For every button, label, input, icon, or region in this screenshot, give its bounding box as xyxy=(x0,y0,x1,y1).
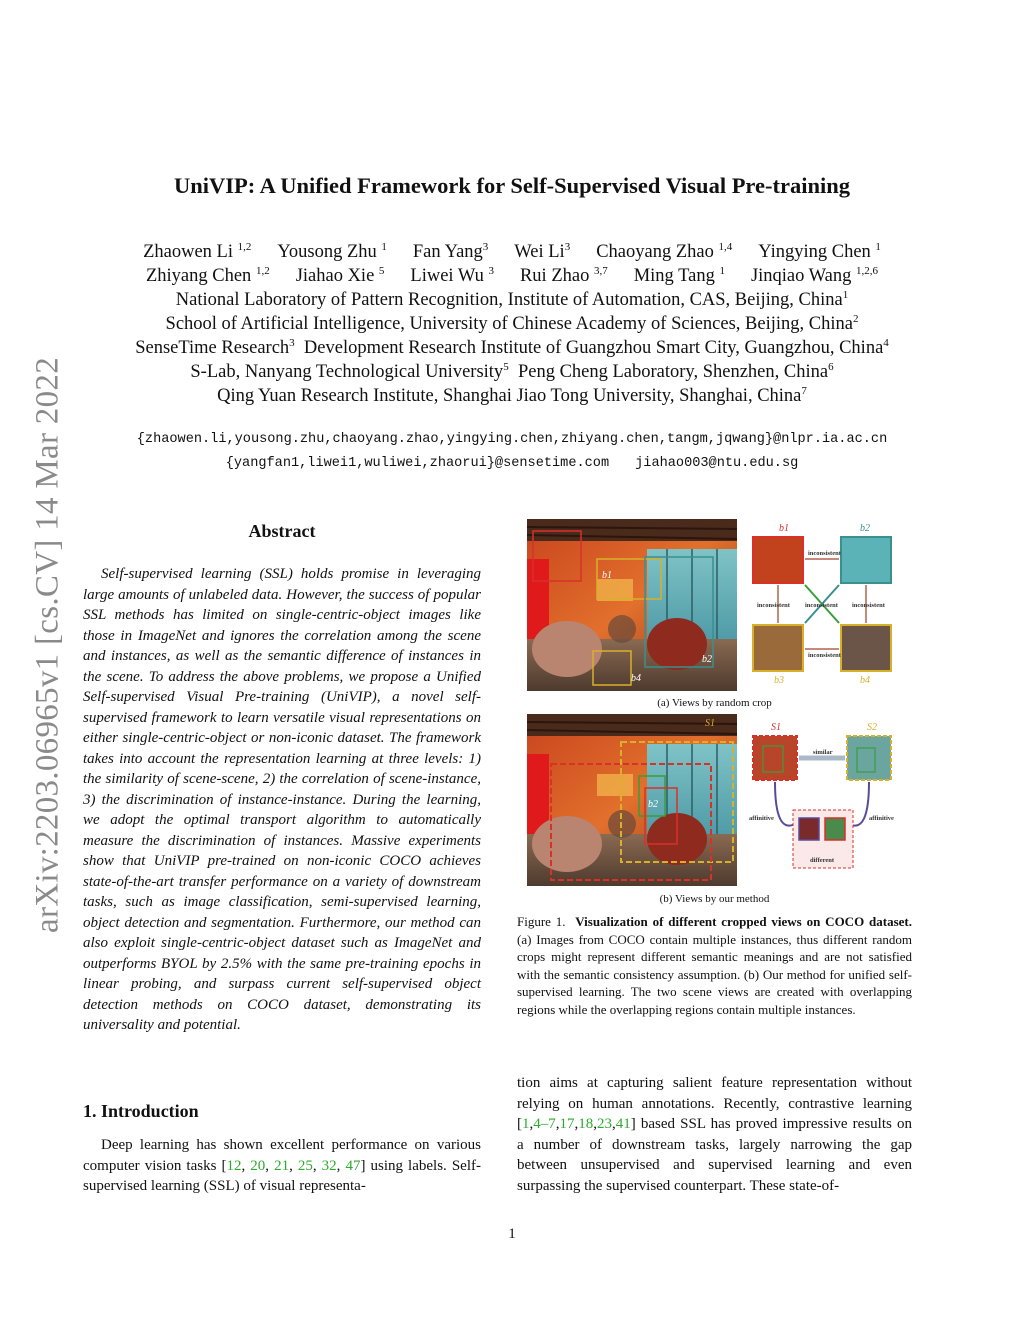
crop-thumbnail-b3 xyxy=(753,625,803,671)
figure-caption-label: Figure 1. xyxy=(517,914,566,929)
citation-link[interactable]: 23 xyxy=(597,1116,612,1132)
citation-link[interactable]: 41 xyxy=(615,1116,631,1132)
relation-label: inconsistent xyxy=(805,602,838,609)
citation-link[interactable]: 12 xyxy=(226,1157,242,1174)
author-block xyxy=(60,240,964,408)
author: Wei Li$^3$ xyxy=(514,240,571,262)
crop-label: b1 xyxy=(779,523,789,534)
citation-link[interactable]: 17 xyxy=(559,1116,575,1132)
email-line-2: {yangfan1,liwei1,wuliwei,zhaorui}@sensetime.com jiahao003@ntu.edu.sg xyxy=(225,456,799,471)
author: Fan Yang$^3$ xyxy=(412,240,489,262)
author: Jiahao Xie $^5$ xyxy=(295,264,385,286)
author-row-2 xyxy=(60,264,964,288)
affiliation: School of Artificial Intelligence, University of Chinese Academy of Sciences, Beijing, China$^2$ xyxy=(165,312,859,334)
scene-label: S1 xyxy=(771,722,781,733)
email-block xyxy=(60,428,964,476)
author: Liwei Wu $^3$ xyxy=(410,264,494,286)
email-line-1: {zhaowen.li,yousong.zhu,chaoyang.zhao,yingying.chen,zhiyang.chen,tangm,jqwang}@nlpr.ia.ac.cn xyxy=(136,432,888,447)
living-room-photo xyxy=(527,519,737,691)
citation-link[interactable]: 1 xyxy=(522,1116,530,1132)
affiliation: National Laboratory of Pattern Recognition, Institute of Automation, CAS, Beijing, China$^1$ xyxy=(175,288,849,310)
different-label: different xyxy=(810,857,835,864)
author: Zhiyang Chen $^{1,2}$ xyxy=(145,264,270,286)
crop-label: b4 xyxy=(860,675,870,686)
citation-link[interactable]: 18 xyxy=(578,1116,594,1132)
citation-link[interactable]: 4–7 xyxy=(533,1116,556,1132)
subcaption-b: (b) Views by our method xyxy=(659,893,770,905)
right-column-paragraph: tion aims at capturing salient feature representation without relying on human annotations. Recently, contrastive learning [1,4–7,17,18,23,41] based SSL has proved impressive results on a number of downstream tasks, largely narrowing the gap between unsupervised and supervised learning and even surpassing the supervised counterpart. These state-of- xyxy=(517,1075,912,1194)
crop-label: b2 xyxy=(860,523,870,534)
affiliation: SenseTime Research$^3$ Development Research Institute of Guangzhou Smart City, Guangzhou, China$^4$ xyxy=(135,336,889,358)
citation-link[interactable]: 47 xyxy=(345,1157,361,1174)
arxiv-stamp-text: arXiv:2203.06965v1 [cs.CV] 14 Mar 2022 xyxy=(29,357,66,933)
citation-link[interactable]: 20 xyxy=(250,1157,266,1174)
author: Ming Tang $^1$ xyxy=(633,264,725,286)
author: Zhaowen Li $^{1,2}$ xyxy=(143,240,252,262)
relation-label: inconsistent xyxy=(808,652,841,659)
figure-panel-b xyxy=(527,714,911,886)
scene-thumbnail-s1 xyxy=(753,736,797,780)
author: Rui Zhao $^{3,7}$ xyxy=(519,264,608,286)
abstract-body: Self-supervised learning (SSL) holds promise in leveraging large amounts of unlabeled data. However, the success of popular SSL methods has limited on single-centric-object images like those in ImageNet and ignores the correlation among the scene and instances, as well as the semantic difference of instances in the scene. To address the above problems, we propose a Unified Self-supervised Visual Pre-training (UniVIP), a novel self-supervised framework to learn versatile visual representations on either single-centric-object or non-iconic dataset. The framework takes into account the representation learning at three levels: 1) the similarity of scene-scene, 2) the correlation of scene-instance, 3) the discrimination of instance-instance. During the learning, we adopt the optimal transport algorithm to automatically measure the discrimination of instances. Massive experiments show that UniVIP pre-trained on non-iconic COCO achieves state-of-the-art transfer performance on a variety of downstream tasks, such as image classification, semi-supervised learning, object detection and segmentation. Furthermore, our method can also exploit single-centric-object dataset such as ImageNet and outperforms BYOL by 2.5% with the same pre-training epochs in linear probing, and surpass current self-supervised object detection methods on COCO dataset, demonstrating its universality and potential. xyxy=(83,566,481,1033)
abstract-heading: Abstract xyxy=(248,521,316,541)
instance-label: b2 xyxy=(648,799,658,810)
section-heading-introduction: 1. Introduction xyxy=(83,1101,199,1121)
relation-label: inconsistent xyxy=(852,602,885,609)
figure-caption-bold: Visualization of different cropped views on COCO dataset. xyxy=(575,914,913,929)
figure-panel-a xyxy=(527,519,911,691)
citation-link[interactable]: 21 xyxy=(274,1157,290,1174)
affinitive-arrow xyxy=(775,782,795,826)
affiliation: Qing Yuan Research Institute, Shanghai Jiao Tong University, Shanghai, China$^7$ xyxy=(217,384,807,406)
citation-link[interactable]: 25 xyxy=(297,1157,313,1174)
figure-panel-b-graphic xyxy=(527,714,911,886)
similar-label: similar xyxy=(813,749,833,756)
citation-link[interactable]: 32 xyxy=(321,1157,337,1174)
scene-label: S2 xyxy=(867,722,877,733)
author: Jinqiao Wang $^{1,2,6}$ xyxy=(750,264,879,286)
crop-label: b1 xyxy=(602,570,612,581)
figure-caption-text: (a) Images from COCO contain multiple instances, thus different random crops might represent different semantic meanings and are not satisfied with the semantic consistency assumption. (b) Our method for unified self-supervised learning. The two scene views are created with overlapping regions while the overlapping regions contain multiple instances. xyxy=(517,931,912,1017)
crop-label: b2 xyxy=(702,654,712,665)
crop-thumbnail-b2 xyxy=(841,537,891,583)
affiliation: S-Lab, Nanyang Technological University$^5$ Peng Cheng Laboratory, Shenzhen, China$^6$ xyxy=(190,360,834,382)
author: Yousong Zhu $^1$ xyxy=(277,240,387,262)
author: Yingying Chen $^1$ xyxy=(758,240,881,262)
subcaption-a: (a) Views by random crop xyxy=(657,697,772,709)
scene-thumbnail-s2 xyxy=(847,736,891,780)
affinitive-label: affinitive xyxy=(749,815,774,822)
author-row-1 xyxy=(60,240,964,264)
crop-label: b3 xyxy=(774,675,784,686)
crop-relation-diagram xyxy=(753,523,891,686)
relation-label: inconsistent xyxy=(757,602,790,609)
introduction-paragraph: Deep learning has shown excellent performance on various computer vision tasks [12, 20, 21, 25, 32, 47] using labels. Self-supervised learning (SSL) of visual representa- xyxy=(83,1137,481,1194)
author: Chaoyang Zhao $^{1,4}$ xyxy=(596,240,733,262)
crop-label: b4 xyxy=(631,673,641,684)
relation-label: inconsistent xyxy=(808,550,841,557)
figure-panel-a-graphic xyxy=(527,519,911,691)
crop-thumbnail-b1 xyxy=(753,537,803,583)
crop-thumbnail-b4 xyxy=(841,625,891,671)
affinitive-label: affinitive xyxy=(869,815,894,822)
scene-relation-diagram xyxy=(749,722,894,868)
page-number: 1 xyxy=(508,1226,516,1242)
scene-label: S1 xyxy=(705,718,715,729)
paper-title: UniVIP: A Unified Framework for Self-Supervised Visual Pre-training xyxy=(173,173,851,198)
figure-caption xyxy=(517,913,912,1018)
living-room-photo xyxy=(527,714,737,886)
